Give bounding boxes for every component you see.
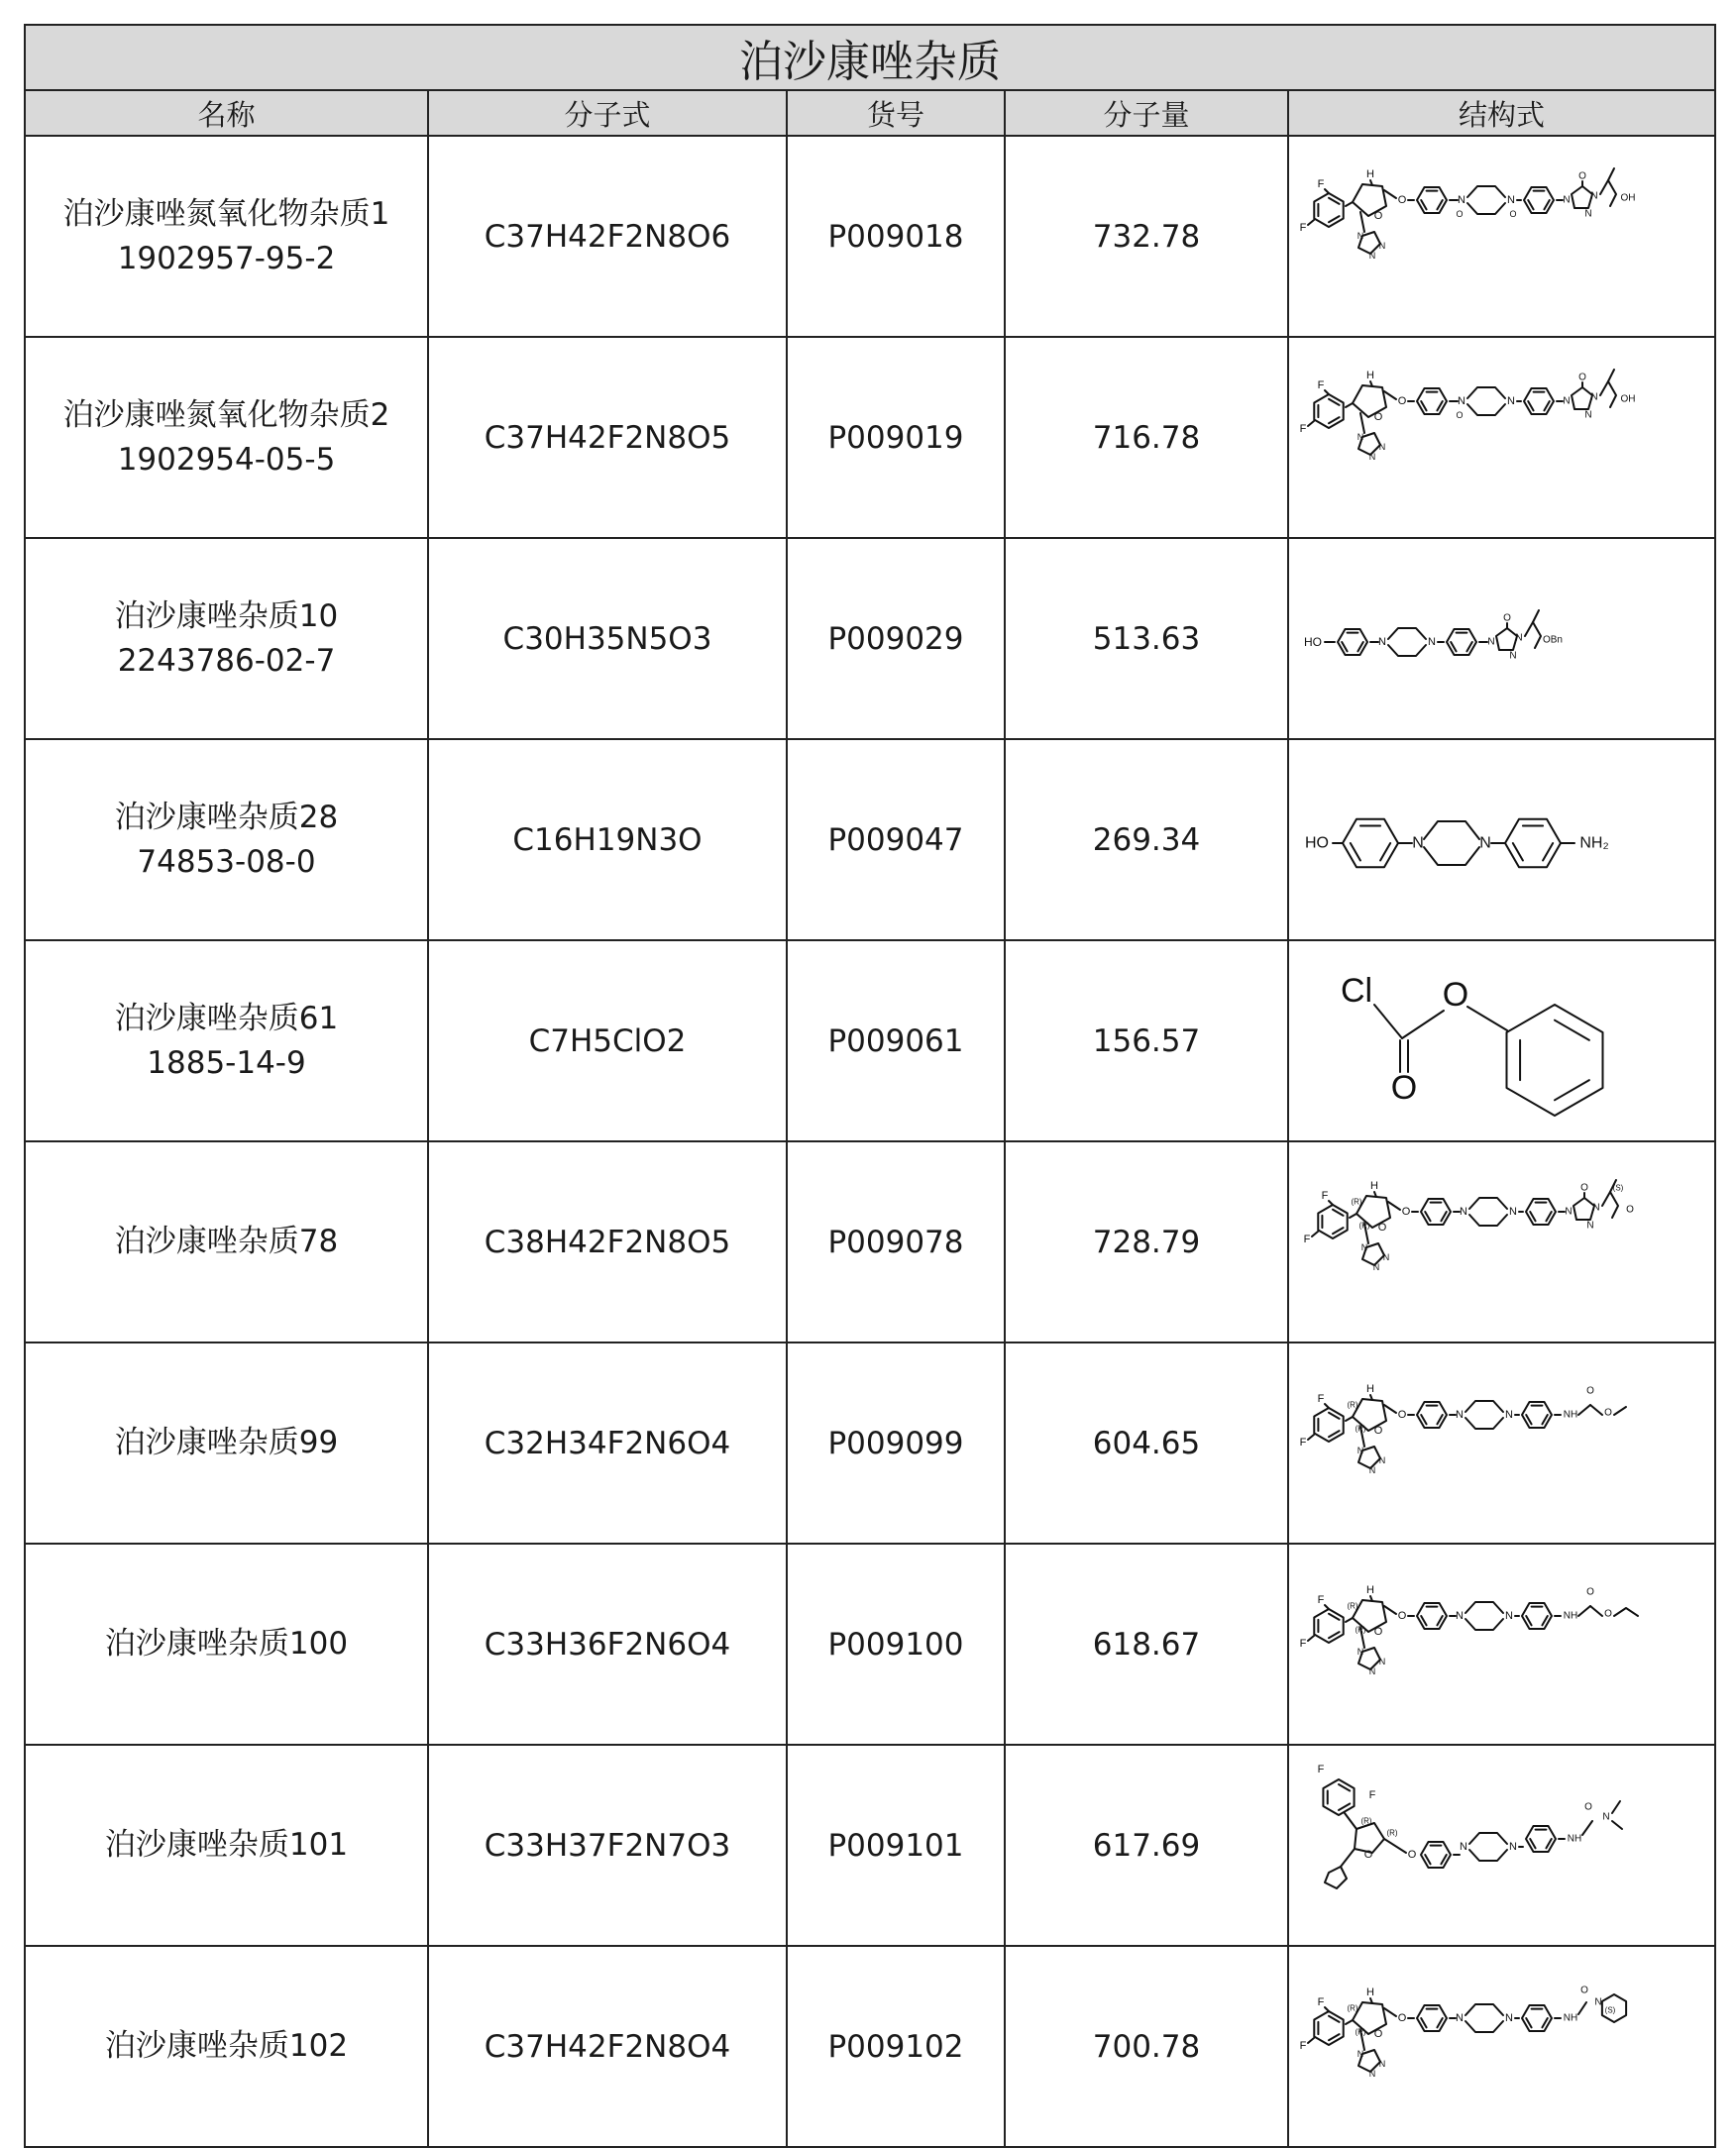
- svg-text:O: O: [1397, 1408, 1406, 1421]
- svg-text:N: N: [1368, 451, 1375, 462]
- structure-impurity-101: [1295, 1760, 1709, 1932]
- svg-text:O: O: [1456, 409, 1464, 420]
- svg-text:(R): (R): [1359, 1816, 1372, 1825]
- cell-catalog-number: P009100: [787, 1544, 1005, 1745]
- svg-text:O: O: [1585, 1385, 1594, 1396]
- svg-text:N: N: [1504, 2011, 1513, 2024]
- cas-number: 74853-08-0: [137, 843, 316, 880]
- impurity-table: [24, 24, 1716, 2148]
- structure-n-oxide-1: [1295, 151, 1709, 323]
- svg-text:N: N: [1372, 1261, 1379, 1272]
- cell-name: [25, 538, 428, 739]
- svg-text:O: O: [1502, 612, 1511, 623]
- svg-text:NH: NH: [1563, 1409, 1577, 1420]
- cell-molecular-weight: 728.79: [1005, 1141, 1288, 1342]
- svg-text:OH: OH: [1620, 393, 1636, 404]
- svg-text:O: O: [1583, 1801, 1592, 1812]
- compound-name: 泊沙康唑杂质28: [114, 799, 339, 835]
- compound-name: 泊沙康唑杂质78: [114, 1224, 339, 1259]
- svg-text:(S): (S): [1604, 2005, 1615, 2014]
- cell-catalog-number: P009061: [787, 940, 1005, 1141]
- svg-text:N: N: [1368, 1665, 1375, 1676]
- svg-text:O: O: [1407, 1848, 1416, 1861]
- svg-text:F: F: [1299, 2039, 1306, 2052]
- cell-name: [25, 1544, 428, 1745]
- svg-text:O: O: [1397, 193, 1406, 206]
- svg-text:(R): (R): [1346, 2003, 1358, 2012]
- cell-molecular-weight: 269.34: [1005, 739, 1288, 940]
- cell-catalog-number: P009019: [787, 337, 1005, 538]
- svg-text:N: N: [1368, 250, 1375, 261]
- table-body: [25, 136, 1715, 2147]
- svg-text:O: O: [1579, 1182, 1588, 1193]
- svg-text:(R): (R): [1350, 1197, 1362, 1206]
- svg-text:N: N: [1378, 2058, 1385, 2069]
- svg-text:N: N: [1457, 193, 1465, 206]
- svg-text:N: N: [1583, 409, 1592, 420]
- structure-drawing: [1299, 370, 1635, 462]
- structure-impurity-10: [1295, 553, 1709, 725]
- structure-drawing: [1317, 1764, 1621, 1888]
- svg-text:F: F: [1321, 1189, 1328, 1202]
- svg-text:O: O: [1603, 1608, 1612, 1619]
- cell-structure: [1288, 940, 1715, 1141]
- svg-text:N: N: [1459, 1205, 1467, 1218]
- svg-text:F: F: [1317, 378, 1324, 391]
- svg-text:NH₂: NH₂: [1578, 834, 1609, 851]
- svg-text:H: H: [1365, 1986, 1374, 1998]
- svg-text:O: O: [1397, 2011, 1406, 2024]
- svg-text:N: N: [1593, 1996, 1602, 2007]
- structure-drawing: [1340, 972, 1602, 1116]
- cell-name: [25, 1946, 428, 2147]
- cell-formula: C33H37F2N7O3: [428, 1745, 787, 1946]
- svg-text:O: O: [1377, 1221, 1386, 1234]
- structure-impurity-78: [1295, 1156, 1709, 1329]
- cell-molecular-weight: 617.69: [1005, 1745, 1288, 1946]
- cell-formula: C30H35N5O3: [428, 538, 787, 739]
- cell-structure: [1288, 739, 1715, 940]
- compound-name: 泊沙康唑氮氧化物杂质2: [62, 396, 390, 433]
- svg-text:H: H: [1365, 1583, 1374, 1596]
- svg-text:N: N: [1378, 1656, 1385, 1666]
- cell-formula: C33H36F2N6O4: [428, 1544, 787, 1745]
- table-row: [25, 1544, 1715, 1745]
- structure-drawing: [1299, 1383, 1625, 1475]
- svg-text:O: O: [1625, 1204, 1634, 1215]
- table-row: [25, 337, 1715, 538]
- svg-text:NH: NH: [1567, 1833, 1581, 1844]
- svg-text:N: N: [1504, 1609, 1513, 1622]
- structure-impurity-102: [1295, 1961, 1709, 2133]
- structure-drawing: [1304, 610, 1563, 662]
- svg-text:NH: NH: [1563, 2012, 1577, 2023]
- svg-text:N: N: [1356, 1445, 1363, 1455]
- compound-name: 泊沙康唑杂质102: [104, 2028, 349, 2064]
- svg-text:(R): (R): [1354, 1625, 1366, 1634]
- svg-text:N: N: [1356, 230, 1363, 241]
- svg-text:N: N: [1368, 2068, 1375, 2079]
- cell-structure: [1288, 1946, 1715, 2147]
- svg-text:OBn: OBn: [1542, 634, 1563, 645]
- svg-text:N: N: [1356, 2048, 1363, 2059]
- svg-text:N: N: [1378, 441, 1385, 452]
- cell-catalog-number: P009101: [787, 1745, 1005, 1946]
- cell-formula: C32H34F2N6O4: [428, 1342, 787, 1544]
- svg-text:N: N: [1455, 1609, 1464, 1622]
- svg-text:N: N: [1564, 1206, 1573, 1217]
- structure-drawing: [1303, 1180, 1633, 1272]
- compound-name: 泊沙康唑杂质100: [104, 1626, 349, 1662]
- svg-text:N: N: [1368, 1464, 1375, 1475]
- cell-name: [25, 940, 428, 1141]
- svg-text:O: O: [1442, 975, 1468, 1014]
- svg-text:Cl: Cl: [1340, 971, 1372, 1010]
- cell-molecular-weight: 513.63: [1005, 538, 1288, 739]
- svg-text:O: O: [1579, 1985, 1588, 1995]
- column-header-mw: 分子量: [1005, 90, 1288, 136]
- svg-text:O: O: [1603, 1407, 1612, 1418]
- table-row: [25, 1342, 1715, 1544]
- svg-text:O: O: [1509, 208, 1517, 219]
- svg-text:N: N: [1562, 395, 1571, 406]
- svg-text:N: N: [1360, 1241, 1367, 1252]
- svg-text:OH: OH: [1620, 192, 1636, 203]
- structure-phenyl-chloroformate: [1295, 955, 1709, 1128]
- svg-text:N: N: [1589, 391, 1598, 402]
- cell-structure: [1288, 337, 1715, 538]
- table-row: [25, 940, 1715, 1141]
- svg-text:N: N: [1562, 194, 1571, 205]
- structure-drawing: [1299, 168, 1635, 261]
- svg-text:N: N: [1583, 208, 1592, 219]
- svg-text:N: N: [1504, 1408, 1513, 1421]
- svg-text:N: N: [1378, 1454, 1385, 1465]
- table-row: [25, 538, 1715, 739]
- structure-drawing: [1299, 1985, 1625, 2079]
- cell-molecular-weight: 732.78: [1005, 136, 1288, 337]
- cell-catalog-number: P009078: [787, 1141, 1005, 1342]
- cell-name: [25, 1141, 428, 1342]
- cell-name: [25, 739, 428, 940]
- svg-text:N: N: [1427, 635, 1436, 648]
- cell-formula: C37H42F2N8O4: [428, 1946, 787, 2147]
- cell-catalog-number: P009047: [787, 739, 1005, 940]
- svg-text:O: O: [1373, 1424, 1382, 1437]
- cell-name: [25, 136, 428, 337]
- structure-impurity-28: [1295, 754, 1709, 926]
- column-header-name: 名称: [25, 90, 428, 136]
- compound-name: 泊沙康唑杂质101: [104, 1827, 349, 1863]
- impurity-table-sheet: [24, 24, 1714, 2148]
- svg-text:N: N: [1508, 1205, 1517, 1218]
- svg-text:H: H: [1365, 1382, 1374, 1395]
- svg-text:N: N: [1382, 1251, 1389, 1262]
- svg-text:H: H: [1365, 167, 1374, 180]
- cell-name: [25, 1745, 428, 1946]
- cell-molecular-weight: 716.78: [1005, 337, 1288, 538]
- cell-structure: [1288, 1141, 1715, 1342]
- table-row: [25, 1946, 1715, 2147]
- svg-text:N: N: [1514, 632, 1523, 643]
- svg-text:NH: NH: [1563, 1610, 1577, 1621]
- svg-text:(S): (S): [1612, 1183, 1623, 1192]
- svg-text:HO: HO: [1303, 634, 1322, 649]
- svg-text:(R): (R): [1354, 2027, 1366, 2036]
- compound-name: 泊沙康唑杂质10: [114, 597, 339, 634]
- svg-text:N: N: [1508, 650, 1517, 661]
- svg-text:F: F: [1317, 1392, 1324, 1405]
- svg-text:F: F: [1299, 221, 1306, 234]
- svg-text:N: N: [1411, 834, 1424, 851]
- cell-structure: [1288, 1745, 1715, 1946]
- cell-catalog-number: P009018: [787, 136, 1005, 337]
- cas-number: 1885-14-9: [147, 1044, 306, 1081]
- cell-catalog-number: P009029: [787, 538, 1005, 739]
- cas-number: 2243786-02-7: [117, 642, 336, 679]
- structure-drawing: [1305, 818, 1609, 866]
- cell-formula: C7H5ClO2: [428, 940, 787, 1141]
- svg-text:HO: HO: [1304, 834, 1329, 851]
- cell-formula: C37H42F2N8O6: [428, 136, 787, 337]
- svg-text:F: F: [1299, 1436, 1306, 1449]
- column-header-formula: 分子式: [428, 90, 787, 136]
- table-row: [25, 1141, 1715, 1342]
- cell-structure: [1288, 1342, 1715, 1544]
- svg-text:N: N: [1506, 193, 1515, 206]
- svg-text:N: N: [1457, 394, 1465, 407]
- cell-molecular-weight: 700.78: [1005, 1946, 1288, 2147]
- svg-text:O: O: [1401, 1205, 1410, 1218]
- svg-text:O: O: [1373, 1625, 1382, 1638]
- svg-text:N: N: [1356, 1646, 1363, 1657]
- svg-text:O: O: [1585, 1586, 1594, 1597]
- cell-name: [25, 337, 428, 538]
- svg-text:(R): (R): [1385, 1828, 1398, 1837]
- svg-text:(R): (R): [1346, 1601, 1358, 1610]
- structure-n-oxide-2: [1295, 352, 1709, 524]
- structure-drawing: [1299, 1584, 1637, 1676]
- svg-text:O: O: [1373, 209, 1382, 222]
- cell-formula: C37H42F2N8O5: [428, 337, 787, 538]
- compound-name: 泊沙康唑氮氧化物杂质1: [62, 195, 390, 232]
- svg-text:N: N: [1589, 190, 1598, 201]
- svg-text:F: F: [1317, 1995, 1324, 2008]
- svg-text:O: O: [1577, 372, 1586, 382]
- compound-name: 泊沙康唑杂质61: [114, 1000, 339, 1036]
- svg-text:N: N: [1591, 1202, 1600, 1213]
- svg-text:O: O: [1397, 1609, 1406, 1622]
- column-header-structure: 结构式: [1288, 90, 1715, 136]
- cell-catalog-number: P009102: [787, 1946, 1005, 2147]
- svg-text:N: N: [1378, 240, 1385, 251]
- cell-structure: [1288, 136, 1715, 337]
- svg-text:O: O: [1397, 394, 1406, 407]
- svg-text:N: N: [1486, 636, 1495, 647]
- svg-text:F: F: [1317, 1763, 1324, 1775]
- compound-name: 泊沙康唑杂质99: [114, 1425, 339, 1460]
- svg-text:H: H: [1369, 1179, 1378, 1192]
- table-title: 泊沙康唑杂质: [25, 25, 1715, 90]
- svg-text:N: N: [1455, 1408, 1464, 1421]
- cell-molecular-weight: 618.67: [1005, 1544, 1288, 1745]
- cell-molecular-weight: 156.57: [1005, 940, 1288, 1141]
- cell-formula: C38H42F2N8O5: [428, 1141, 787, 1342]
- cell-molecular-weight: 604.65: [1005, 1342, 1288, 1544]
- svg-text:O: O: [1456, 208, 1464, 219]
- cell-catalog-number: P009099: [787, 1342, 1005, 1544]
- svg-text:N: N: [1601, 1811, 1610, 1822]
- svg-text:N: N: [1585, 1220, 1594, 1231]
- cell-structure: [1288, 1544, 1715, 1745]
- svg-text:N: N: [1506, 394, 1515, 407]
- svg-text:F: F: [1299, 1637, 1306, 1650]
- structure-impurity-100: [1295, 1558, 1709, 1731]
- table-row: [25, 1745, 1715, 1946]
- table-row: [25, 136, 1715, 337]
- svg-text:O: O: [1390, 1068, 1417, 1107]
- cell-structure: [1288, 538, 1715, 739]
- column-header-catalog: 货号: [787, 90, 1005, 136]
- table-row: [25, 739, 1715, 940]
- svg-text:(R): (R): [1346, 1400, 1358, 1409]
- svg-text:N: N: [1478, 834, 1491, 851]
- svg-text:(R): (R): [1357, 1221, 1370, 1230]
- svg-text:(R): (R): [1354, 1424, 1366, 1433]
- svg-text:N: N: [1459, 1840, 1467, 1853]
- svg-text:N: N: [1356, 431, 1363, 442]
- cell-formula: C16H19N3O: [428, 739, 787, 940]
- svg-text:O: O: [1363, 1848, 1372, 1861]
- cas-number: 1902957-95-2: [117, 240, 336, 276]
- cell-name: [25, 1342, 428, 1544]
- svg-text:F: F: [1299, 422, 1306, 435]
- svg-text:H: H: [1365, 369, 1374, 381]
- svg-text:N: N: [1508, 1840, 1517, 1853]
- structure-impurity-99: [1295, 1357, 1709, 1530]
- svg-text:F: F: [1368, 1788, 1375, 1801]
- svg-text:F: F: [1303, 1233, 1310, 1245]
- svg-text:F: F: [1317, 1593, 1324, 1606]
- svg-text:O: O: [1373, 410, 1382, 423]
- svg-text:O: O: [1577, 170, 1586, 181]
- svg-text:O: O: [1373, 2027, 1382, 2040]
- svg-text:N: N: [1455, 2011, 1464, 2024]
- svg-text:N: N: [1377, 635, 1386, 648]
- cas-number: 1902954-05-5: [117, 441, 336, 478]
- svg-text:F: F: [1317, 177, 1324, 190]
